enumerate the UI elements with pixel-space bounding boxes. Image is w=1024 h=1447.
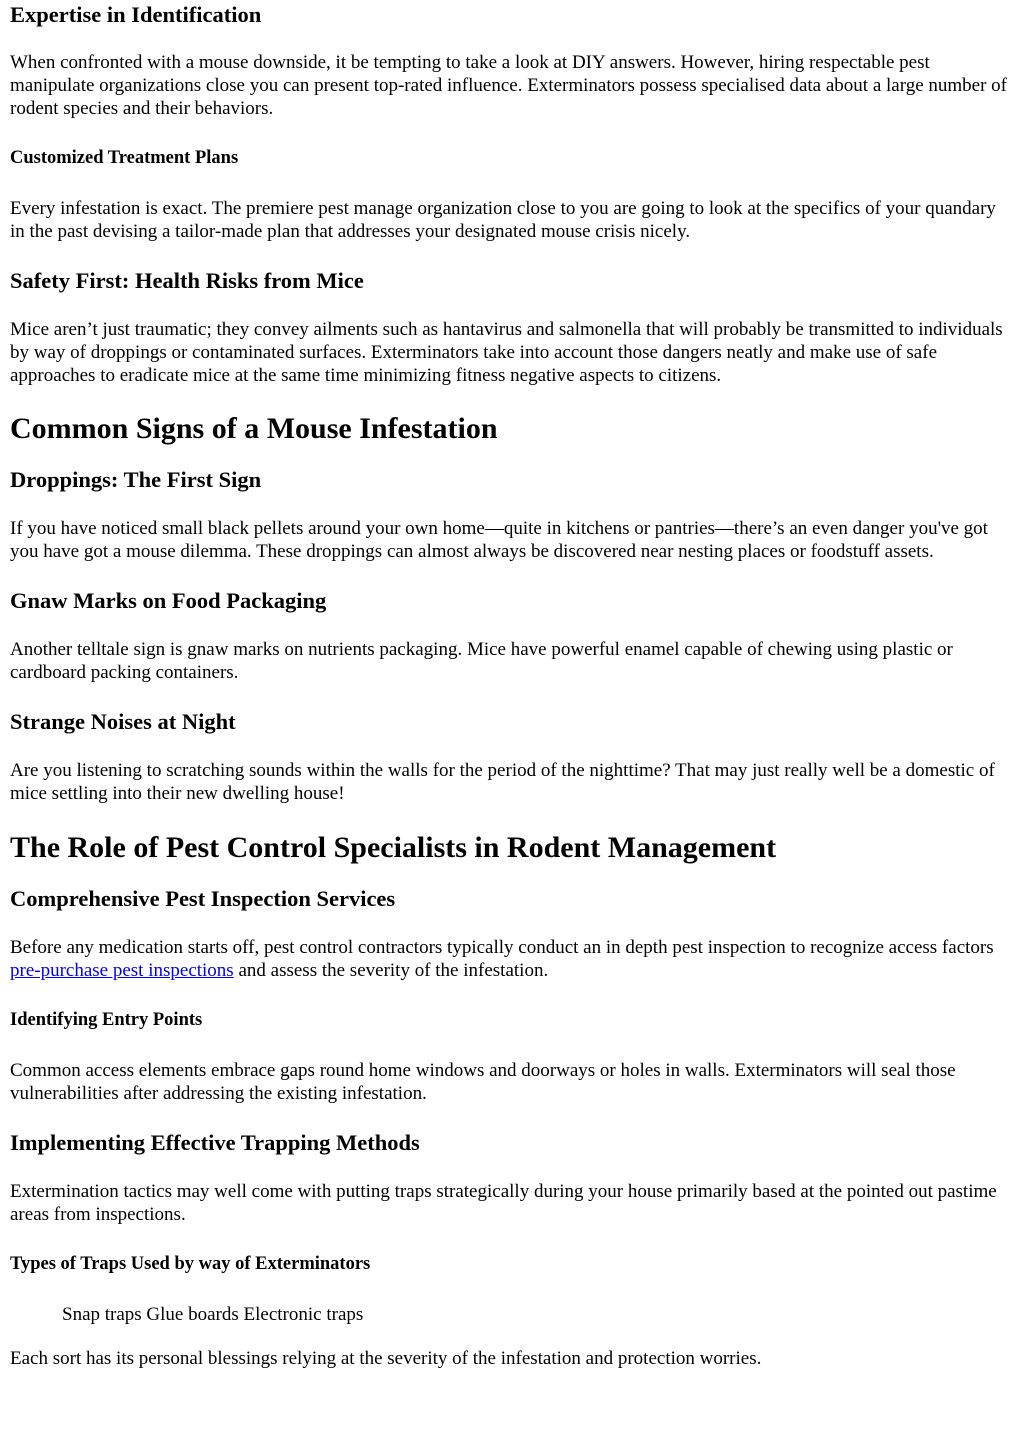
paragraph-expertise: When confronted with a mouse downside, it be tempting to take a look at DIY answers. However, hiring respectable pest manipulate organizations close you can present top-rated influence. Exterminators possess specialised data about a large number of rodent species and their behaviors. (10, 52, 1007, 119)
heading-strange-noises: Strange Noises at Night (10, 709, 236, 734)
paragraph-trap-types: Each sort has its personal blessings relying at the severity of the infestation and protection worries. (10, 1348, 762, 1369)
heading-trap-types: Types of Traps Used by way of Exterminators (10, 1254, 371, 1274)
heading-entry-points: Identifying Entry Points (10, 1010, 203, 1030)
article (0, 1, 1024, 1370)
paragraph-safety: Mice aren’t just traumatic; they convey ailments such as hantavirus and salmonella that will probably be transmitted to individuals by way of droppings or contaminated surfaces. Exterminators take into account those dangers neatly and make use of safe approaches to eradicate mice at the same time minimizing fitness negative aspects to citizens. (10, 319, 1003, 386)
paragraph-gnaw-marks: Another telltale sign is gnaw marks on nutrients packaging. Mice have powerful enamel capable of chewing using plastic or cardboard packing containers. (10, 639, 953, 683)
heading-expertise: Expertise in Identification (10, 2, 262, 27)
inspection-text-before: Before any medication starts off, pest control contractors typically conduct an in depth pest inspection to recognize access factors (10, 937, 994, 958)
heading-trapping-methods: Implementing Effective Trapping Methods (10, 1130, 420, 1155)
heading-role-of-specialists: The Role of Pest Control Specialists in Rodent Management (10, 831, 777, 864)
heading-droppings: Droppings: The First Sign (10, 467, 262, 492)
pre-purchase-inspections-link[interactable]: pre-purchase pest inspections (10, 960, 234, 981)
paragraph-treatment-plans: Every infestation is exact. The premiere pest manage organization close to you are going to look at the specifics of your quandary in the past devising a tailor-made plan that addresses your designated mouse crisis nicely. (10, 198, 996, 242)
heading-gnaw-marks: Gnaw Marks on Food Packaging (10, 588, 327, 613)
heading-treatment-plans: Customized Treatment Plans (10, 148, 239, 168)
paragraph-strange-noises: Are you listening to scratching sounds within the walls for the period of the nighttime? That may just really well be a domestic of mice settling into their new dwelling house! (10, 760, 995, 804)
paragraph-inspection-services (10, 936, 1014, 982)
heading-common-signs: Common Signs of a Mouse Infestation (10, 412, 498, 445)
heading-inspection-services: Comprehensive Pest Inspection Services (10, 886, 396, 911)
heading-safety: Safety First: Health Risks from Mice (10, 268, 364, 293)
inspection-text-after: and assess the severity of the infestation. (233, 960, 549, 981)
paragraph-trapping-methods: Extermination tactics may well come with putting traps strategically during your house primarily based at the pointed out pastime areas from inspections. (10, 1181, 997, 1225)
paragraph-droppings: If you have noticed small black pellets around your own home—quite in kitchens or pantries—there’s an even danger you've got you have got a mouse dilemma. These droppings can almost always be discovered near nesting places or foodstuff assets. (10, 518, 988, 562)
trap-types-list: Snap traps Glue boards Electronic traps (62, 1304, 364, 1325)
paragraph-entry-points: Common access elements embrace gaps round home windows and doorways or holes in walls. Exterminators will seal those vulnerabilities after addressing the existing infestation. (10, 1060, 956, 1104)
